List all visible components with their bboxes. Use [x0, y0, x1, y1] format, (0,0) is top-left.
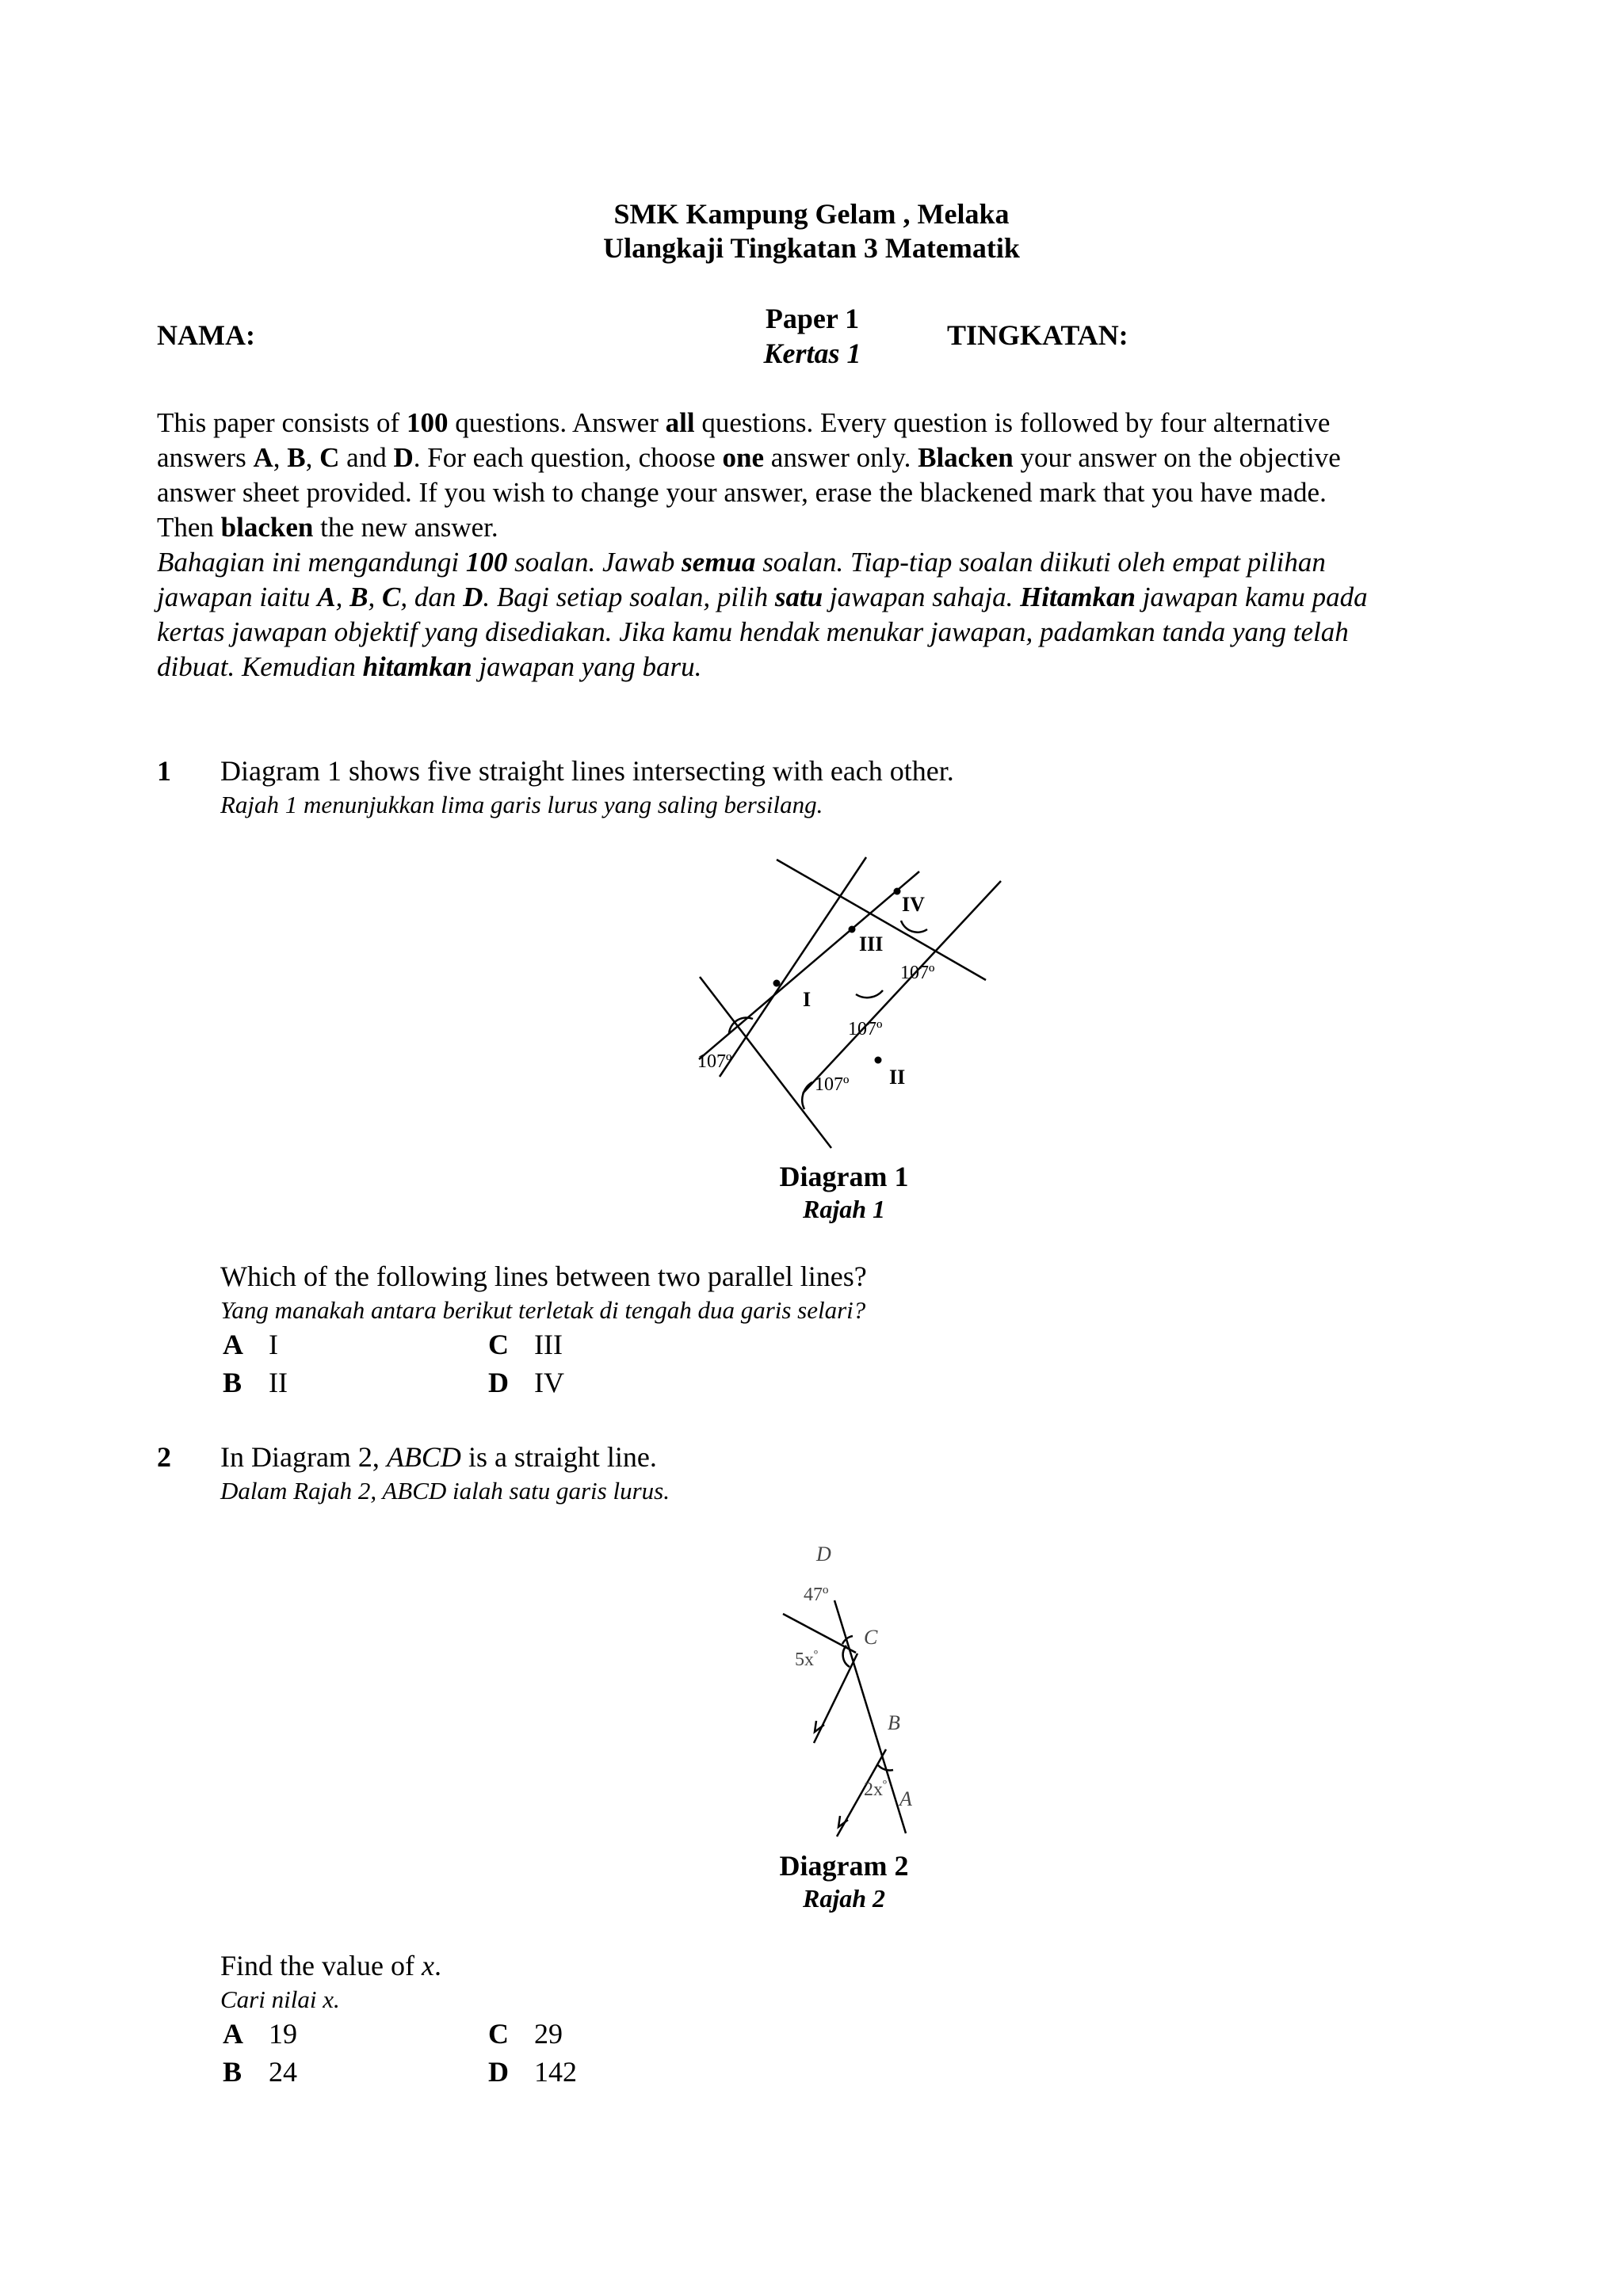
text: . For each question, choose	[413, 442, 723, 473]
option-letter: A	[223, 2018, 243, 2050]
option-c[interactable]	[488, 1328, 563, 1361]
text: ,	[368, 582, 382, 612]
option-d[interactable]	[488, 2055, 577, 2088]
instructions-my-line-1	[157, 545, 1504, 580]
paper-label	[713, 301, 911, 371]
option-letter: D	[488, 1367, 509, 1398]
nama-label: NAMA:	[157, 319, 255, 351]
point-label-IV: IV	[902, 893, 925, 916]
option-b[interactable]	[223, 2055, 297, 2088]
angle-label-47: 47º	[804, 1585, 829, 1605]
diagram-2-caption-en: Diagram 2	[779, 1850, 909, 1882]
question-2-text-en	[220, 1440, 657, 1474]
diagram-1-line-3	[720, 857, 866, 1077]
text-italic: x	[421, 1950, 434, 1981]
text-bold: Blacken	[918, 442, 1014, 473]
text-bold: blacken	[220, 512, 314, 543]
option-value: I	[269, 1329, 278, 1360]
option-value: 24	[269, 2056, 297, 2088]
diagram-1-caption-en: Diagram 1	[779, 1161, 909, 1192]
option-letter: C	[488, 2018, 509, 2050]
text: is a straight line.	[460, 1441, 657, 1473]
angle-label: 107º	[900, 963, 935, 983]
point-label-III: III	[859, 933, 884, 955]
option-c[interactable]	[488, 2017, 563, 2050]
text: jawapan kamu pada	[1135, 582, 1368, 612]
option-d[interactable]	[488, 1366, 564, 1399]
point-dot	[875, 1057, 882, 1064]
option-letter: D	[488, 2056, 509, 2088]
angle-arc	[856, 990, 883, 997]
point-dot	[773, 980, 781, 987]
question-1-text-my: Rajah 1 menunjukkan lima garis lurus yang saling bersilang.	[220, 791, 823, 818]
option-value: II	[269, 1367, 288, 1398]
point-label-a: A	[899, 1787, 912, 1810]
text: questions. Answer	[448, 407, 666, 438]
option-value: IV	[534, 1367, 564, 1398]
school-name: SMK Kampung Gelam , Melaka	[613, 198, 1010, 230]
instructions-my-line-2	[157, 580, 1504, 615]
text: answer only.	[764, 442, 918, 473]
angle-label: 107º	[697, 1051, 732, 1072]
question-2-prompt-my: Cari nilai x.	[220, 1985, 340, 2013]
text: soalan. Jawab	[507, 547, 682, 578]
option-letter: B	[223, 2056, 242, 2088]
text-bold: Hitamkan	[1020, 582, 1136, 612]
text: and	[339, 442, 394, 473]
text: , dan	[400, 582, 464, 612]
option-a[interactable]	[223, 2017, 297, 2050]
text-italic: ABCD	[386, 1441, 461, 1473]
paper-en: Paper 1	[765, 303, 860, 334]
text-bold: D	[393, 442, 414, 473]
instructions-my-line-3: kertas jawapan objektif yang disediakan. Jika kamu hendak menukar jawapan, padamkan tanda yang telah	[157, 616, 1349, 647]
text-bold: D	[463, 582, 483, 612]
diagram-2-caption-my: Rajah 2	[802, 1884, 886, 1913]
degree-mark: º	[883, 1779, 887, 1792]
point-label-b: B	[888, 1711, 900, 1734]
angle-label: 107º	[815, 1074, 850, 1095]
angle-label: 107º	[848, 1019, 883, 1039]
question-2-text-my: Dalam Rajah 2, ABCD ialah satu garis lurus.	[220, 1477, 670, 1505]
option-value: 19	[269, 2018, 297, 2050]
degree-mark: º	[814, 1649, 818, 1662]
point-label-d: D	[816, 1543, 831, 1566]
question-1-text-en: Diagram 1 shows five straight lines intersecting with each other.	[220, 755, 954, 787]
text: soalan. Tiap-tiap soalan diikuti oleh empat pilihan	[755, 547, 1326, 578]
text-bold: all	[665, 407, 695, 438]
text-bold: 100	[406, 407, 449, 438]
option-a[interactable]	[223, 1328, 278, 1361]
option-value: 142	[534, 2056, 577, 2088]
text: dibuat. Kemudian	[157, 651, 363, 682]
text-bold: satu	[774, 582, 823, 612]
option-value: III	[534, 1329, 563, 1360]
angle-label-2x	[864, 1779, 887, 1800]
angle-label-5x	[795, 1649, 818, 1670]
text: Then	[157, 512, 221, 543]
text-bold: B	[349, 582, 369, 612]
option-letter: C	[488, 1329, 509, 1360]
diagram-1-line-4	[699, 871, 919, 1059]
text-bold: A	[317, 582, 336, 612]
text-bold: semua	[682, 547, 756, 578]
text: questions. Every question is followed by four alternative	[694, 407, 1331, 438]
text: .	[433, 1950, 441, 1981]
text-bold: 100	[465, 547, 508, 578]
point-dot	[894, 888, 901, 895]
text: ,	[305, 442, 320, 473]
text: In Diagram 2,	[220, 1441, 387, 1473]
course-title: Ulangkaji Tingkatan 3 Matematik	[603, 232, 1020, 264]
text: . Bagi setiap soalan, pilih	[483, 582, 775, 612]
text: ,	[273, 442, 288, 473]
point-label-c: C	[864, 1626, 878, 1649]
tingkatan-label: TINGKATAN:	[947, 319, 1128, 351]
diagram-1-caption-my: Rajah 1	[802, 1195, 886, 1223]
text-bold: hitamkan	[362, 651, 472, 682]
angle-arc	[802, 1082, 812, 1109]
text: jawapan sahaja.	[823, 582, 1021, 612]
angle-value: 5x	[795, 1650, 814, 1670]
option-b[interactable]	[223, 1366, 288, 1399]
option-letter: B	[223, 1367, 242, 1398]
option-letter: A	[223, 1329, 243, 1360]
instructions-en-line-1	[157, 406, 1488, 441]
text: jawapan yang baru.	[472, 651, 702, 682]
text: the new answer.	[313, 512, 498, 543]
instructions-en-line-4	[157, 510, 1488, 545]
text: answers	[157, 442, 254, 473]
angle-arc	[901, 921, 927, 933]
parallel-line-1	[814, 1653, 857, 1743]
angle-value: 2x	[864, 1779, 883, 1800]
question-1-prompt-en: Which of the following lines between two parallel lines?	[220, 1261, 867, 1292]
text-bold: A	[253, 442, 273, 473]
instructions-en-line-3: answer sheet provided. If you wish to change your answer, erase the blackened mark that you have made.	[157, 477, 1327, 508]
diagram-1	[689, 848, 1006, 1165]
point-label-I: I	[803, 988, 812, 1011]
question-1-prompt-my: Yang manakah antara berikut terletak di tengah dua garis selari?	[220, 1296, 866, 1324]
diagram-2	[761, 1537, 951, 1846]
text-bold: one	[722, 442, 765, 473]
paper-my: Kertas 1	[763, 338, 861, 369]
text-bold: C	[381, 582, 401, 612]
question-2-prompt-en	[220, 1949, 441, 1982]
text: This paper consists of	[157, 407, 407, 438]
point-label-II: II	[889, 1066, 906, 1089]
text: your answer on the objective	[1013, 442, 1341, 473]
option-value: 29	[534, 2018, 563, 2050]
text: jawapan iaitu	[157, 582, 318, 612]
diagram-1-line-2	[777, 860, 986, 980]
text-bold: B	[287, 442, 306, 473]
text: ,	[335, 582, 350, 612]
question-2-number: 2	[157, 1441, 171, 1473]
text: Bahagian ini mengandungi	[157, 547, 466, 578]
text-bold: C	[319, 442, 340, 473]
instructions-my-line-4	[157, 650, 1504, 685]
point-dot	[849, 926, 856, 933]
text: Find the value of	[220, 1950, 422, 1981]
instructions-en-line-2	[157, 441, 1488, 475]
question-1-number: 1	[157, 755, 171, 787]
